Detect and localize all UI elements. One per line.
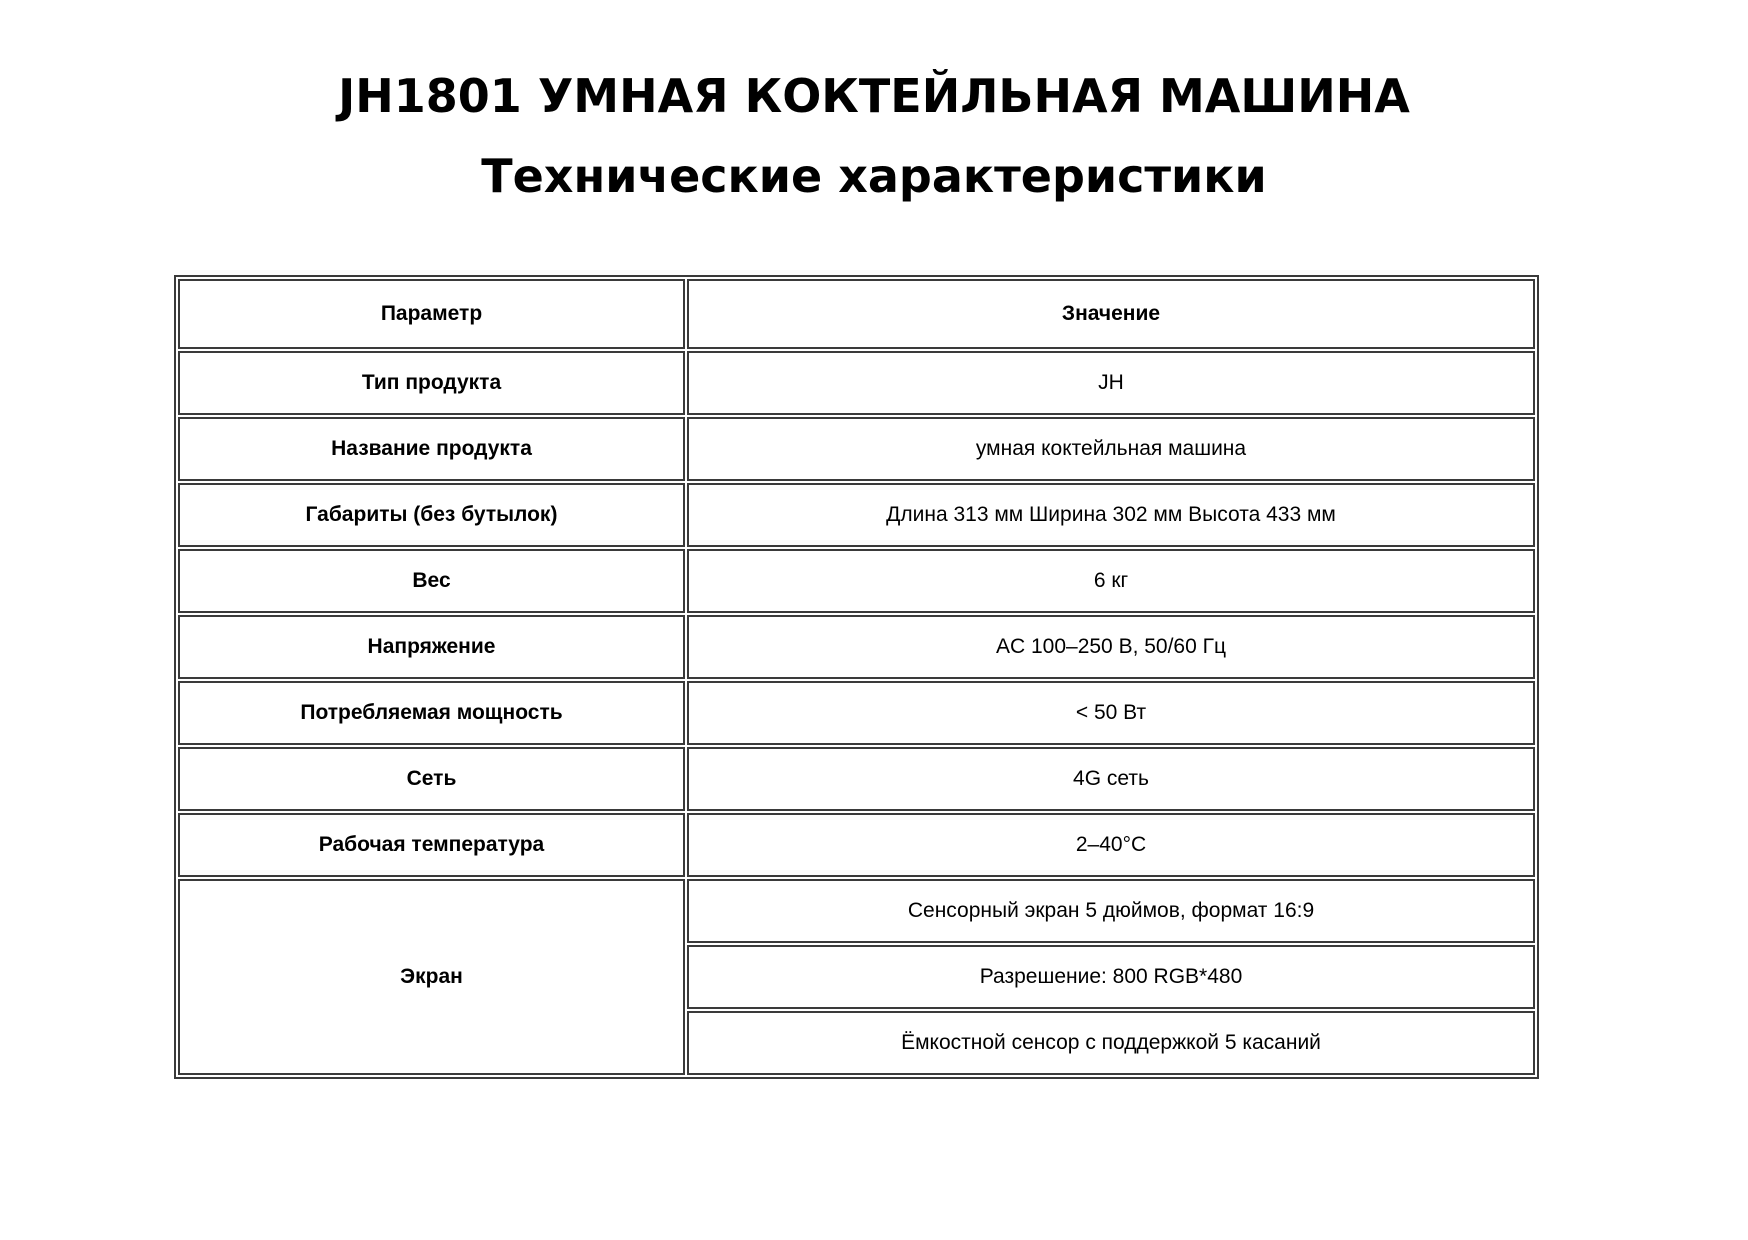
- table-row: [178, 417, 1535, 481]
- table-row: [178, 549, 1535, 613]
- document-title: JH1801 УМНАЯ КОКТЕЙЛЬНАЯ МАШИНА: [338, 69, 1410, 123]
- document-subtitle: Технические характеристики: [481, 149, 1267, 203]
- header-param: Параметр: [178, 279, 685, 349]
- row-value: JH: [687, 351, 1535, 415]
- header-value: Значение: [687, 279, 1535, 349]
- row-param-screen: Экран: [178, 879, 685, 1075]
- row-param: Напряжение: [178, 615, 685, 679]
- table-row: [178, 813, 1535, 877]
- row-param: Название продукта: [178, 417, 685, 481]
- spec-table: [174, 275, 1539, 1079]
- row-param: Потребляемая мощность: [178, 681, 685, 745]
- row-param: Сеть: [178, 747, 685, 811]
- table-row: [178, 615, 1535, 679]
- row-value: Длина 313 мм Ширина 302 мм Высота 433 мм: [687, 483, 1535, 547]
- row-value: 2–40°C: [687, 813, 1535, 877]
- table-row-screen: [178, 879, 1535, 943]
- table-row: [178, 351, 1535, 415]
- table-row: [178, 747, 1535, 811]
- row-param: Вес: [178, 549, 685, 613]
- row-value: умная коктейльная машина: [687, 417, 1535, 481]
- table-header-row: [178, 279, 1535, 349]
- row-value-screen-size: Сенсорный экран 5 дюймов, формат 16:9: [687, 879, 1535, 943]
- row-value: 4G сеть: [687, 747, 1535, 811]
- table-row: [178, 681, 1535, 745]
- row-value-screen-touch: Ёмкостной сенсор с поддержкой 5 касаний: [687, 1011, 1535, 1075]
- row-value: < 50 Вт: [687, 681, 1535, 745]
- row-value: AC 100–250 В, 50/60 Гц: [687, 615, 1535, 679]
- row-value-screen-resolution: Разрешение: 800 RGB*480: [687, 945, 1535, 1009]
- row-value: 6 кг: [687, 549, 1535, 613]
- row-param: Тип продукта: [178, 351, 685, 415]
- row-param: Габариты (без бутылок): [178, 483, 685, 547]
- table-row: [178, 483, 1535, 547]
- row-param: Рабочая температура: [178, 813, 685, 877]
